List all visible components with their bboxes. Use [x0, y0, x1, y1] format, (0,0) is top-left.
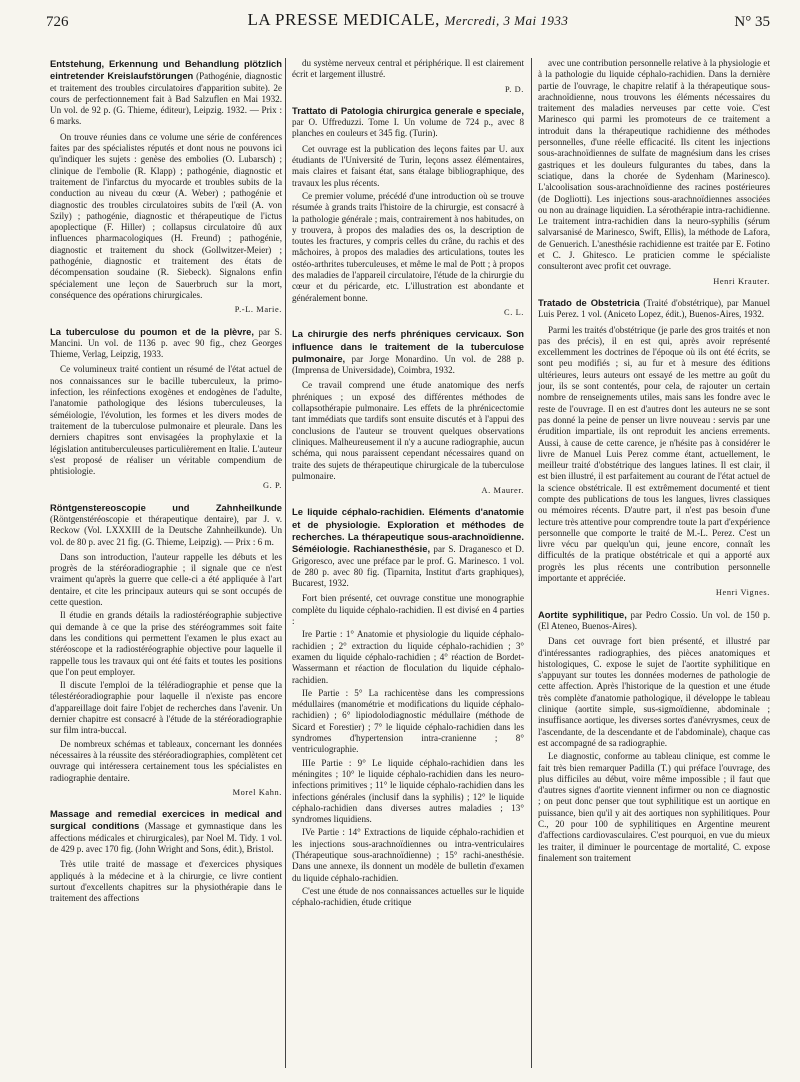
book-review: [538, 297, 770, 599]
review-heading: [50, 58, 282, 128]
review-paragraph: IVe Partie : 14° Extractions de liquide céphalo-rachidien et les injections sous-arachnoïdiennes ou intra-ventriculaires (Thérapeutique sous-arachnoïdienne) ; 15° rachi-anesthésie. Dans une annexe, ils donnent un modèle de bulletin d'examen du liquide céphalo-rachidien.: [292, 827, 524, 883]
review-details: par S. Draganesco et D. Grigoresco, avec une préface par le prof. G. Marinesco. 1 vol. de 280 p. avec 80 fig. (Tiparnita, Institut d'arts graphiques), Bucarest, 1932.: [292, 544, 524, 589]
review-paragraph: IIe Partie : 5° La rachicentèse dans les compressions médullaires (manométrie et modifications du liquide céphalo-rachidien) ; 6° lipiodolodiagnostic médullaire (méthode de Sicard et Forestier) ; 7° le liquide céphalo-rachidien dans les syndromes d'hypertension intra-cranienne ; 8° ventriculographie.: [292, 687, 524, 755]
review-signature: P.-L. Marie.: [234, 305, 282, 315]
book-review: [50, 58, 282, 316]
column-3: [538, 58, 770, 864]
continued-text: avec une contribution personnelle relative à la physiologie et à la pathologie du liquide céphalo-rachidien. Dans la dernière partie de l'ouvrage, le chapitre relatif à la thérapeutique sous-arachnoïdienne, nous trouvons les éléments nécessaires du traitement des maladies nerveuses par cette voie. C'est Marinesco qui parmi les promoteurs de ce traitement a introduit dans la thérapeutique rachidienne des méthodes personnelles, d'une réelle efficacité. Ils citent les injections sous-arachnoïdiennes de sulfate de magnésium dans les crises gastriques et les douleurs fulgurantes du tabes, dans la sciatique, dans la chorée de Sydenham (Marinesco). L'alcoolisation sous-arachnoïdienne des racines postérieures (de Dogliotti). Les injections sous-arachnoïdiennes associées ou non au drainage liquidien. La sérothérapie intra-rachidienne. Le traitement intra-rachidien dans la neuro-syphilis (sérum salvarsanisé de Marinesco, Swift, Ellis), la méthode de Lafora, de Genuerich. L'anesthésie rachidienne est traitée par E. Fotino et C. J. Ghitesco. Le praticien comme le spécialiste consulteront avec profit cet ouvrage.: [538, 58, 770, 272]
review-paragraph: Il discute l'emploi de la téléradiographie et pense que la télestéréoradiographie pour laquelle il n'existe pas encore d'appareillage doit faire l'objet de recherches dans l'avenir. Un dernier chapitre est consacré à l'étude de la stéréoradiographie sur film intra-buccal.: [50, 680, 282, 736]
journal-title: LA PRESSE MEDICALE,: [247, 10, 440, 29]
page-number: 726: [46, 14, 69, 30]
review-details: par S. Mancini. Un vol. de 1136 p. avec 90 fig., chez Georges Thieme, Verlag, Leipzig, 1933.: [50, 326, 282, 360]
review-paragraph: Ce volumineux traité contient un résumé de l'état actuel de nos connaissances sur le bacille tuberculeux, la primo-infection, les réinfections exogènes et endogènes de l'adulte, l'anatomie pathologique des lésions tuberculeuses, la séméiologie, l'évolution, les formes et les divers modes de traitement de la tuberculose pulmonaire et pleurale. Dans les derniers chapitres sont envisagées la prophylaxie et la législation antituberculeuses particulièrement en Italie. L'auteur s'est proposé de réaliser un véritable compendium de phtisiologie.: [50, 364, 282, 477]
book-review: [292, 506, 524, 908]
review-heading: [292, 328, 524, 376]
book-review: [50, 502, 282, 798]
book-review: [50, 326, 282, 492]
review-title: La chirurgie des nerfs phréniques cervicaux. Son influence dans le traitement de la tuberculose pulmonaire,: [292, 328, 524, 364]
book-review: [50, 808, 282, 904]
column-2: [292, 58, 524, 908]
review-paragraph: Ce travail comprend une étude anatomique des nerfs phréniques ; un exposé des différentes méthodes de collapsothérapie pulmonaire. Les effets de la phrénicectomie tant immédiats que tardifs sont ensuite discutés et à l'appui des conclusions de l'auteur se trouvent quelques observations cliniques. Malheureusement il n'y a aucune radiographie, aucun schéma, qui nous paraissent cependant nécessaires quand on traite des sujets de thérapeutique chirurgicale de la tuberculose pulmonaire.: [292, 380, 524, 481]
issue-date: Mercredi, 3 Mai 1933: [444, 13, 569, 28]
review-paragraph: Fort bien présenté, cet ouvrage constitue une monographie complète du liquide céphalo-rachidien. Il est divisé en 4 parties :: [292, 593, 524, 627]
review-details: (Röntgenstéréoscopie et thérapeutique dentaire), par J. v. Reckow (Vol. LXXXIII de la Deutsche Zahnheilkunde). Un vol. de 80 p. avec 21 fig. (G. Thieme, Leipzig). — Prix : 6 m.: [50, 513, 282, 547]
column-divider: [531, 58, 532, 1068]
review-paragraph: Ce premier volume, précédé d'une introduction où se trouve résumée à grands traits l'histoire de la chirurgie, est consacré à la pathologie générale ; mais, contrairement à nos habitudes, on y trouvera, à propos des maladies des os, la description de toutes les fractures, y compris celles du crâne, du rachis et des mâchoires, à propos des maladies des articulations, toutes les ostéo-arthrites tuberculeuses, et même le mal de Pott ; à propos des maladies de l'appareil circulatoire, l'étude de la chirurgie du cœur et du péricarde, etc. L'illustration est abondante et généralement bonne.: [292, 190, 524, 303]
review-details: (Traité d'obstétrique), par Manuel Luis Perez. 1 vol. (Aniceto Lopez, édit.), Buenos-Aires, 1932.: [538, 297, 770, 320]
review-heading: [292, 105, 524, 140]
journal-masthead: [46, 10, 770, 30]
review-details: (Massage et gymnastique dans les affections médicales et chirurgicales), par Noel M. Tidy. 1 vol. de 429 p. avec 170 fig. (John Wright and Sons, édit.), Bristol.: [50, 821, 282, 854]
review-title: Tratado de Obstetricia: [538, 296, 640, 308]
book-review: [538, 609, 770, 865]
review-paragraph: IIIe Partie : 9° Le liquide céphalo-rachidien dans les méningites ; 10° le liquide céphalo-rachidien dans les neuro-infections primitives ; 11° le liquide céphalo-rachidien dans les infections générales (inclusif dans la syphilis) ; 12° le liquide céphalo-rachidien dans diverses autres maladies ; 13° syndromes liquidiens.: [292, 757, 524, 825]
column-1: [50, 58, 282, 904]
review-paragraph: Dans cet ouvrage fort bien présenté, et illustré par d'intéressantes radiographies, des pièces anatomiques et histologiques, C. expose le sujet de l'aortite syphilitique en s'appuyant sur toutes les données modernes de pathologie de cette affection. Après l'historique de la question et une étude très complète d'anatomie pathologique, il développe le tableau clinique (aortite simple, sus-sigmoïdienne, abdominale ; insuffisance aortique, les diverses sortes d'anévrysmes, ceux de l'ascendante, de la descendante et de l'abdominale), chaque cas est accompagné de sa radiographie.: [538, 636, 770, 748]
review-signature: G. P.: [262, 481, 282, 491]
continued-review: [538, 58, 770, 287]
review-paragraph: Dans son introduction, l'auteur rappelle les débuts et les progrès de la stéréoradiographie ; il signale que ce n'est vraiment qu'après la guerre que celle-ci a été appliquée à l'art dentaire, et cite les principaux auteurs qui se sont occupés de cette question.: [50, 551, 282, 608]
review-paragraph: Le diagnostic, conforme au tableau clinique, est comme le fait très bien remarquer Padilla (T.) qui préface l'ouvrage, des plus difficiles au début, voire même impossible ; il faut que d'autres signes d'aortite viennent infirmer ou non ce diagnostic ; on peut donc penser que tout syphilitique est un aortique en puissance, bien qu'il y ait des aortiques non syphilitiques. Pour C., 20 pour 100 de syphilitiques en Argentine meurent d'affections cardiovasculaires. C'est pourquoi, en vue du mieux les traiter, il diminuer le pourcentage de mortalité, C. expose finalement son traitement: [538, 751, 770, 863]
review-paragraph: Parmi les traités d'obstétrique (je parle des gros traités et non pas des précis), il en est qui, après avoir représenté excellemment les doctrines de l'époque où ils ont été écrits, se sont peu modifiés ; si, au fur et à mesure des éditions ultérieures, leurs auteurs ont essayé de les mettre au goût du jour, ils se sont contentés, pour cela, de rajouter un certain nombre de renseignements utiles, mais sans les fondre avec le reste de l'ouvrage. Il en est d'autres dont les auteurs ne se sont pas donné la peine de penser un livre nouveau : servis par une érudition impartiale, ils ont reproduit les anciens errements. Aussi, à cause de cette carence, je n'hésite pas à considérer le livre de Manuel Luis Perez comme étant, actuellement, le meilleur traité d'obstétrique des langues latines. Il est clair, il est bien illustré, il est parfaitement au courant de l'état actuel de la science obstétricale. Il est extrêmement documenté et tient compte des publications de tous les langues, livres classiques ou mémoires récents. D'autre part, il n'est pas besoin d'une lecture très attentive pour comprendre toute la part d'expérience personnelle que comporte le traité de M.-L. Perez. C'est un livre vécu par quelqu'un qui, jeune encore, connaît les difficultés de la pratique obstétricale et qui a apporté aux progrès les plus récents une contribution personnelle importante et appréciée.: [538, 324, 770, 584]
review-paragraph: C'est une étude de nos connaissances actuelles sur le liquide céphalo-rachidien, étude critique: [292, 885, 524, 908]
review-signature: A. Maurer.: [481, 486, 524, 496]
continued-text: du système nerveux central et périphérique. Il est clairement écrit et largement illustré.: [292, 58, 524, 80]
column-divider: [285, 58, 286, 1068]
review-heading: [50, 502, 282, 548]
review-title: La tuberculose du poumon et de la plèvre,: [50, 325, 254, 337]
review-paragraph: On trouve réunies dans ce volume une série de conférences faites par des spécialistes réputés et dont nous ne pouvons ici qu'indiquer les sujets : genèse des embolies (O. Lubarsch) ; clinique de l'embolie (R. Klapp) ; pathogénie, diagnostic et traitement de l'infarctus du myocarde et troubles subits de la conduction au niveau du cœur (A. Weber) ; pathogénie et diagnostic des troubles circulatoires subits de l'œil (A. von Szily) ; pathogénie, diagnostic et thérapeutique de l'ictus apoplectique (F. Hiller) ; collapsus circulatoire dû aux influences pharmacologiques (H. Freund) ; pathogénie, diagnostic et traitement du shock (Gollwitzer-Meier) ; pathogénie, diagnostic et traitement des états de décompensation soudaine (R. Siebeck). Signalons enfin spécialement une leçon de Sauerbruch sur la mort, conséquence des opérations chirurgicales.: [50, 131, 282, 300]
review-title: Trattato di Patologia chirurgica generale e speciale,: [292, 104, 524, 116]
review-details: (Pathogénie, diagnostic et traitement des troubles circulatoires d'apparition subite). 2e cours de perfectionnement fait à Bad Salzuflen en Mai 1932. Un vol. de 92 p. (G. Thieme, éditeur), Leipzig. 1932. — Prix : 6 marks.: [50, 71, 282, 127]
issue-number: N° 35: [734, 14, 770, 30]
review-paragraph: Très utile traité de massage et d'exercices physiques appliqués à la médecine et à la chirurgie, ce livre contient surtout d'excellents chapitres sur la physiothérapie dans le traitement des affections: [50, 859, 282, 904]
review-title: Entstehung, Erkennung und Behandlung plötzlich eintretender Kreislaufstörungen: [50, 58, 282, 82]
review-title: Aortite syphilitique,: [538, 608, 627, 620]
review-title: Massage and remedial exercices in medical and surgical conditions: [50, 808, 282, 832]
review-signature: P. D.: [504, 84, 524, 94]
review-paragraph: Cet ouvrage est la publication des leçons faites par U. aux étudiants de l'Université de Turin, leçons assez élémentaires, mais claires et faisant état, sans étalage bibliographique, des travaux les plus récents.: [292, 143, 524, 188]
review-title: Röntgenstereoscopie und Zahnheilkunde: [50, 501, 282, 513]
review-signature: C. L.: [504, 307, 524, 317]
review-signature: Henri Krauter.: [713, 276, 770, 286]
review-signature: Morel Kahn.: [232, 787, 282, 797]
review-paragraph: Ire Partie : 1° Anatomie et physiologie du liquide céphalo-rachidien ; 2° extraction du liquide céphalo-rachidien ; 3° examen du liquide céphalo-rachidien ; 4° réaction de Bordet-Wassermann et réaction de floculation du liquide céphalo-rachidien.: [292, 629, 524, 685]
review-heading: [538, 297, 770, 321]
review-heading: [50, 326, 282, 361]
page-header: [46, 10, 770, 44]
review-heading: [50, 808, 282, 855]
review-paragraph: De nombreux schémas et tableaux, concernant les données nécessaires à la réussite des stéréoradiographies, complètent cet ouvrage qui intéressera certainement tous les spécialistes en radiographie dentaire.: [50, 738, 282, 783]
review-heading: [538, 609, 770, 633]
review-details: par Pedro Cossio. Un vol. de 150 p. (El Ateneo, Buenos-Aires).: [538, 609, 770, 631]
review-title: Le liquide céphalo-rachidien. Eléments d'anatomie et de physiologie. Exploration et méthodes de recherches. La thérapeutique sous-arachnoïdienne. Séméiologie. Rachianesthésie,: [292, 506, 524, 555]
review-details: par Jorge Monardino. Un vol. de 288 p. (Imprensa de Universidade), Coimbra, 1932.: [292, 353, 524, 376]
continued-review: [292, 58, 524, 95]
review-signature: Henri Vignes.: [715, 588, 770, 598]
book-review: [292, 328, 524, 496]
review-paragraph: Il étudie en grands détails la radiostéréographie subjective qui demande à ce que la prise des stéréogrammes soit faite dans les conditions qui permettent l'examen le plus exact au stéréoscope et la radiostéréographie objective pour laquelle il rappelle tous les travaux qui ont été faits et toutes les positions que l'on peut employer.: [50, 610, 282, 677]
review-heading: [292, 506, 524, 589]
review-details: par O. Uffreduzzi. Tome I. Un volume de 724 p., avec 8 planches en couleurs et 345 fig. (Turin).: [292, 117, 524, 139]
book-review: [292, 105, 524, 318]
